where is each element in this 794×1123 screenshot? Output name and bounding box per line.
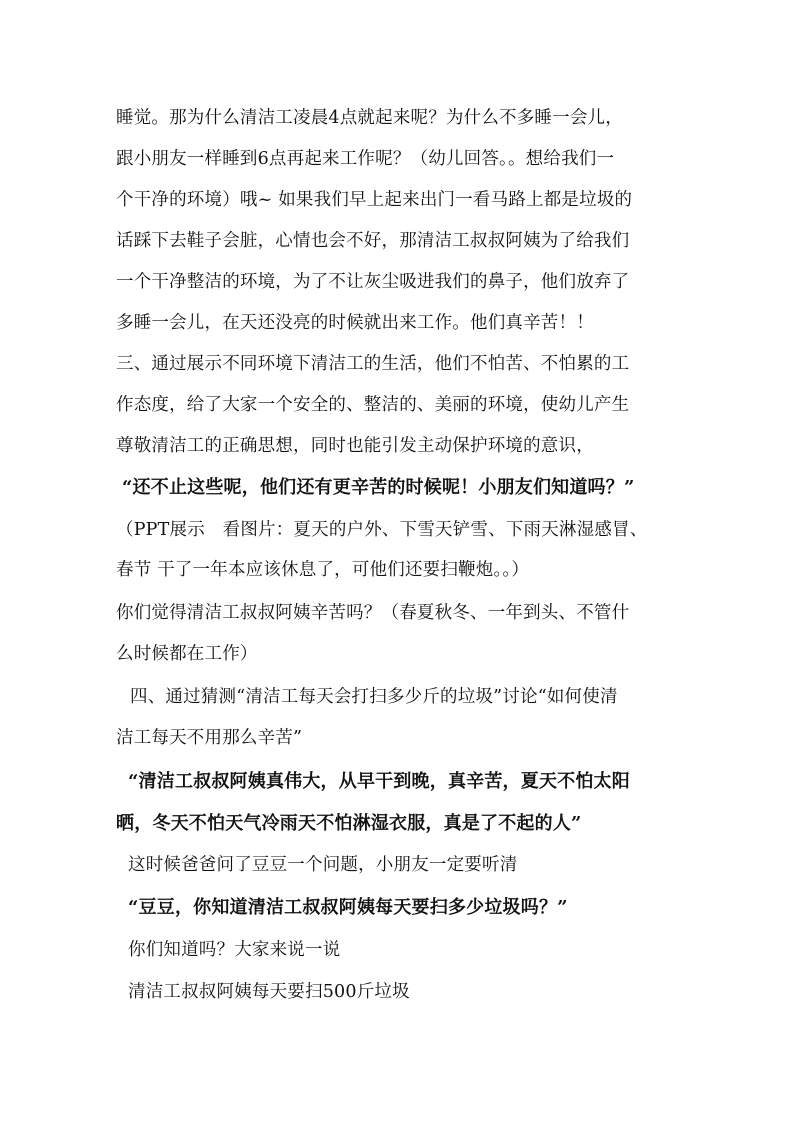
text-line-5: 一个干净整洁的环境，为了不让灰尘吸进我们的鼻子，他们放弃了 bbox=[116, 272, 630, 292]
text-line-6: 多睡一会儿，在天还没亮的时候就出来工作。他们真辛苦！！ bbox=[116, 313, 594, 333]
bold-quote-2: “清洁工叔叔阿姨真伟大，从早干到晚，真辛苦，夏天不怕太阳 bbox=[128, 771, 630, 792]
text-line-14: 么时候都在工作） bbox=[116, 644, 258, 664]
text-line-13: 你们觉得清洁工叔叔阿姨辛苦吗？（春夏秋冬、一年到头、不管什 bbox=[116, 603, 630, 623]
text-line-21: 你们知道吗？大家来说一说 bbox=[128, 940, 341, 960]
bold-quote-3: “豆豆，你知道清洁工叔叔阿姨每天要扫多少垃圾吗？” bbox=[128, 897, 568, 918]
section-four-heading: 四、通过猜测“清洁工每天会打扫多少斤的垃圾”讨论“如何使清 bbox=[130, 687, 618, 707]
text-line-2: 跟小朋友一样睡到6点再起来工作呢？（幼儿回答。。想给我们一 bbox=[116, 149, 615, 169]
bold-quote-2-cont: 晒，冬天不怕天气冷雨天不怕淋湿衣服，真是了不起的人” bbox=[116, 813, 582, 834]
bold-quote-1: “还不止这些呢，他们还有更辛苦的时候呢！小朋友们知道吗？” bbox=[122, 477, 635, 498]
text-line-16: 洁工每天不用那么辛苦” bbox=[116, 728, 303, 748]
text-line-8: 作态度，给了大家一个安全的、整洁的、美丽的环境，使幼儿产生 bbox=[116, 395, 630, 415]
text-line-22: 清洁工叔叔阿姨每天要扫500斤垃圾 bbox=[128, 982, 410, 1002]
text-line-19: 这时候爸爸问了豆豆一个问题，小朋友一定要听清 bbox=[128, 855, 518, 875]
text-line-1: 睡觉。那为什么清洁工凌晨4点就起来呢？为什么不多睡一会儿， bbox=[116, 108, 623, 128]
text-line-9: 尊敬清洁工的正确思想，同时也能引发主动保护环境的意识， bbox=[116, 436, 594, 456]
text-line-11: （PPT展示 看图片：夏天的户外、下雪天铲雪、下雨天淋湿感冒、 bbox=[116, 520, 648, 540]
text-line-3: 个干净的环境）哦~ 如果我们早上起来出门一看马路上都是垃圾的 bbox=[116, 190, 633, 210]
text-line-4: 话踩下去鞋子会脏，心情也会不好，那清洁工叔叔阿姨为了给我们 bbox=[116, 231, 630, 251]
section-three-heading: 三、通过展示不同环境下清洁工的生活，他们不怕苦、不怕累的工 bbox=[116, 354, 630, 374]
text-line-12: 春节 干了一年本应该休息了，可他们还要扫鞭炮。。） bbox=[116, 560, 530, 580]
